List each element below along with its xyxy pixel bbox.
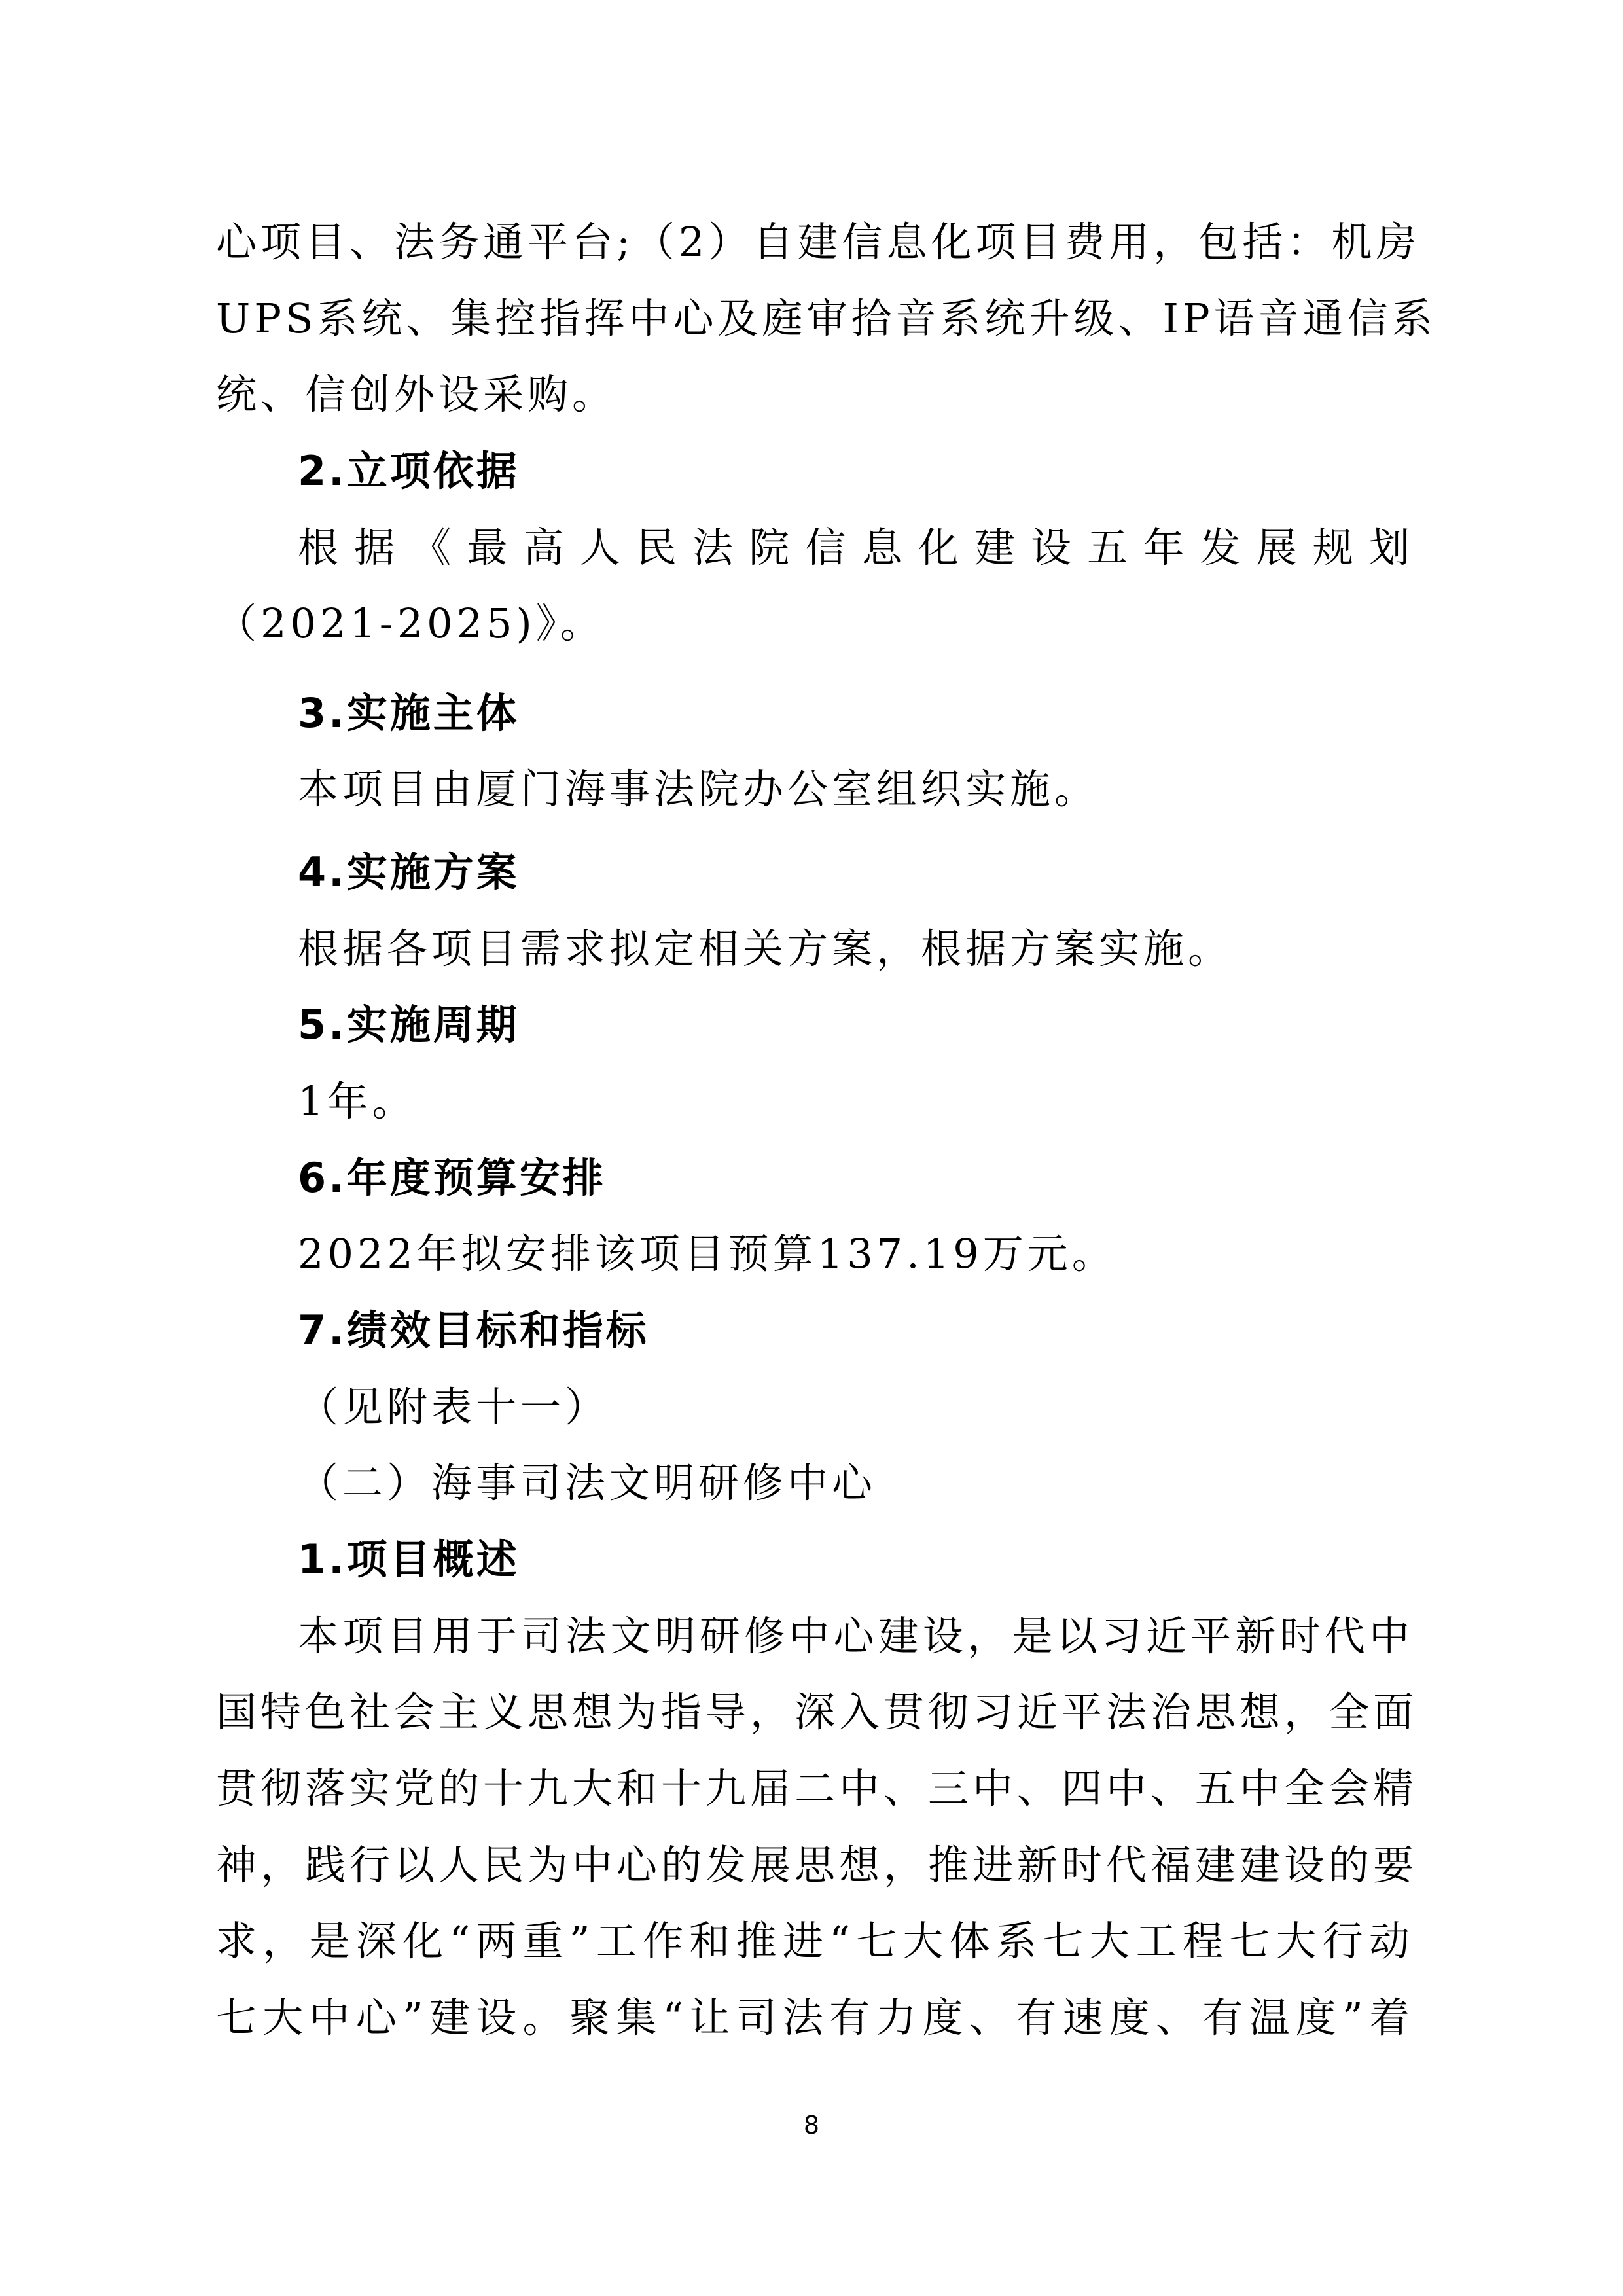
body-text-line: 本项目由厦门海事法院办公室组织实施。 — [298, 765, 1099, 813]
body-text-line: 国特色社会主义思想为指导，深入贯彻习近平法治思想，全面 — [216, 1688, 1418, 1736]
body-text-line: 根据各项目需求拟定相关方案，根据方案实施。 — [298, 925, 1233, 973]
body-text-line: （2021-2025)》。 — [216, 600, 605, 647]
section-heading: 2.立项依据 — [298, 447, 520, 495]
body-text-line: 1年。 — [298, 1077, 417, 1125]
body-text-line: 求，是深化“两重”工作和推进“七大体系七大工程七大行动 — [216, 1917, 1414, 1965]
section-heading: 3.实施主体 — [298, 689, 520, 737]
body-text-line: UPS系统、集控指挥中心及庭审拾音系统升级、IP语音通信系 — [216, 295, 1436, 342]
body-text-line: 根据《最高人民法院信息化建设五年发展规划 — [298, 524, 1414, 571]
section-heading: 5.实施周期 — [298, 1001, 520, 1049]
body-text-line: 2022年拟安排该项目预算137.19万元。 — [298, 1230, 1116, 1278]
page-number: 8 — [803, 2111, 820, 2140]
section-heading: 4.实施方案 — [298, 848, 520, 896]
section-heading: 6.年度预算安排 — [298, 1154, 606, 1202]
body-text-line: 统、信创外设采购。 — [216, 370, 617, 418]
body-text-line: （见附表十一） — [298, 1383, 610, 1431]
body-text-line: 本项目用于司法文明研修中心建设，是以习近平新时代中 — [298, 1612, 1414, 1660]
subsection-title: （二）海事司法文明研修中心 — [298, 1459, 877, 1507]
body-text-line: 神，践行以人民为中心的发展思想，推进新时代福建建设的要 — [216, 1841, 1418, 1889]
body-text-line: 贯彻落实党的十九大和十九届二中、三中、四中、五中全会精 — [216, 1765, 1418, 1812]
section-heading: 7.绩效目标和指标 — [298, 1306, 649, 1354]
body-text-line: 七大中心”建设。聚集“让司法有力度、有速度、有温度”着 — [216, 1994, 1414, 2041]
body-text-line: 心项目、法务通平台;（2）自建信息化项目费用，包括：机房 — [216, 218, 1421, 266]
section-heading: 1.项目概述 — [298, 1535, 520, 1583]
